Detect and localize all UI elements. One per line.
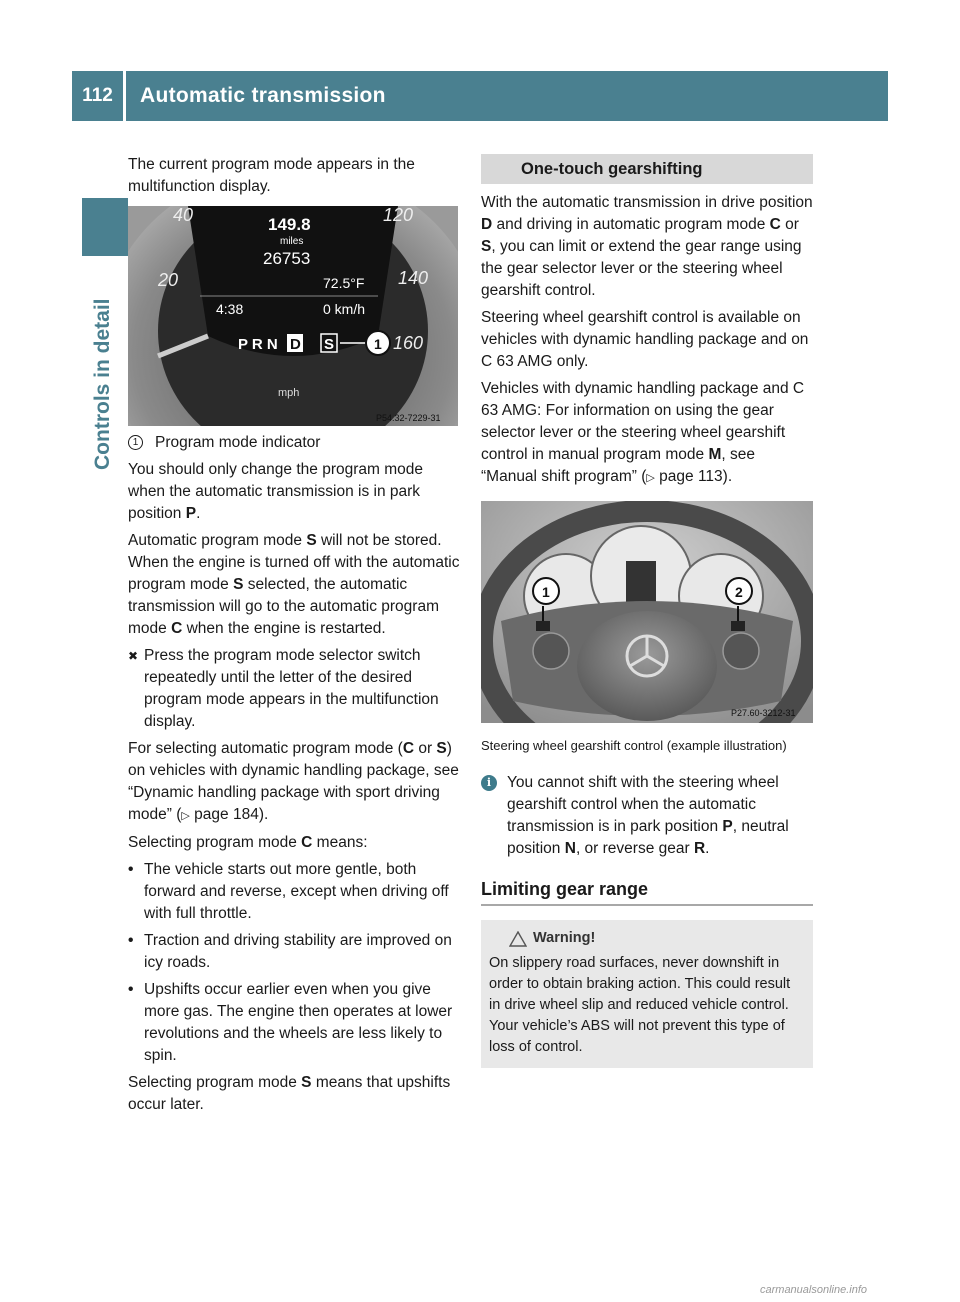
right-column: [481, 154, 813, 1068]
speed-160: 160: [393, 333, 424, 353]
speed-120: 120: [383, 206, 414, 225]
caption-number: 1: [128, 435, 143, 450]
speed-unit: mph: [278, 387, 300, 399]
display-gear-d: D: [290, 336, 301, 353]
intro-text: The current program mode appears in the multifunction display.: [128, 156, 415, 195]
speed-40: 40: [173, 206, 194, 225]
warning-icon: [509, 931, 527, 947]
footer-watermark: carmanualsonline.info: [760, 1284, 868, 1296]
caption-text: Program mode indicator: [155, 434, 321, 451]
paragraph-5: Selecting program mode S means that upshifts occur later.: [128, 1074, 451, 1113]
display-speed: 0 km/h: [323, 301, 366, 317]
paragraph-4: Selecting program mode C means:: [128, 834, 368, 851]
callout-2: 2: [735, 584, 743, 600]
info-note: i You cannot shift with the steering wheel gearshift control when the automatic transmission is in park position P, neutral position N, or reverse gear R.: [481, 772, 813, 860]
list-item: • Traction and driving stability are improved on icy roads.: [128, 930, 462, 974]
speed-140: 140: [398, 268, 429, 288]
callout-1: 1: [542, 584, 550, 600]
bullet-icon: •: [128, 932, 134, 949]
display-mode: S: [324, 336, 335, 353]
figure-id-2: P27.60-3212-31: [731, 708, 796, 718]
section-heading: One-touch gearshifting: [481, 154, 813, 184]
paragraph-1: You should only change the program mode when the automatic transmission is in park position P.: [128, 461, 423, 522]
info-icon: i: [481, 775, 497, 791]
step-item: ✖ Press the program mode selector switch repeatedly until the letter of the desired program mode appears in the multifunction display.: [128, 645, 462, 733]
figure-caption: [128, 432, 462, 454]
side-tab-label: Controls in detail: [91, 298, 114, 470]
display-odometer: 26753: [263, 249, 311, 268]
warning-title: Warning!: [533, 930, 596, 946]
figure-id-1: P54.32-7229-31: [376, 413, 441, 423]
page-title: Automatic transmission: [140, 84, 386, 107]
warning-box: [481, 920, 813, 1068]
bullet-icon: •: [128, 861, 134, 878]
list-item: • Upshifts occur earlier even when you give more gas. The engine then operates at lower revolutions and the wheels are less likely to spin.: [128, 979, 462, 1067]
display-temp: 72.5°F: [323, 275, 365, 291]
steering-wheel-figure: [481, 501, 813, 723]
display-trip: 149.8: [268, 215, 311, 234]
steering-wheel-image: [481, 501, 813, 723]
paragraph-r1: With the automatic transmission in drive position D and driving in automatic program mode C or S, you can limit or extend the gear range using the gear selector lever or the steering wheel gearshift control.: [481, 194, 813, 299]
subsection-heading: Limiting gear range: [481, 878, 813, 906]
instrument-cluster-figure: [128, 206, 458, 426]
page-number: 112: [72, 71, 126, 121]
speed-20: 20: [158, 270, 179, 290]
display-time: 4:38: [216, 301, 244, 317]
callout-1: 1: [374, 336, 382, 352]
paragraph-2: Automatic program mode S will not be stored. When the engine is turned off with the automatic program mode S selected, the automatic transmission will go to the automatic program mode C when the engine is restarted.: [128, 532, 460, 637]
list-item: • The vehicle starts out more gentle, both forward and reverse, except when driving off with full throttle.: [128, 859, 462, 925]
display-gear: P R N: [238, 336, 278, 353]
bullet-icon: •: [128, 981, 134, 998]
paragraph-3: For selecting automatic program mode (C or S) on vehicles with dynamic handling package, see “Dynamic handling package with sport driving mode” (▷ page 184).: [128, 740, 459, 823]
side-tab-block: [82, 198, 128, 256]
left-column: [128, 154, 462, 1121]
figure-caption-2: Steering wheel gearshift control (example illustration): [481, 738, 787, 753]
page-ref-icon: ▷: [646, 472, 655, 484]
step-marker-icon: ✖: [128, 649, 139, 663]
display-unit: miles: [280, 236, 304, 247]
instrument-cluster-image: [128, 206, 458, 426]
paragraph-r3: Vehicles with dynamic handling package and C 63 AMG: For information on using the gear selector lever or the steering wheel gearshift control in manual program mode M, see “Manual shift program” (▷ page 113).: [481, 380, 805, 485]
paragraph-r2: Steering wheel gearshift control is available on vehicles with dynamic handling package and on C 63 AMG only.: [481, 309, 809, 370]
warning-text: On slippery road surfaces, never downshift in order to obtain braking action. This could result in drive wheel slip and reduced vehicle control. Your vehicle’s ABS will not prevent this type of loss of control.: [489, 955, 791, 1055]
page-header: [72, 71, 888, 121]
page-ref-icon: ▷: [181, 810, 190, 822]
